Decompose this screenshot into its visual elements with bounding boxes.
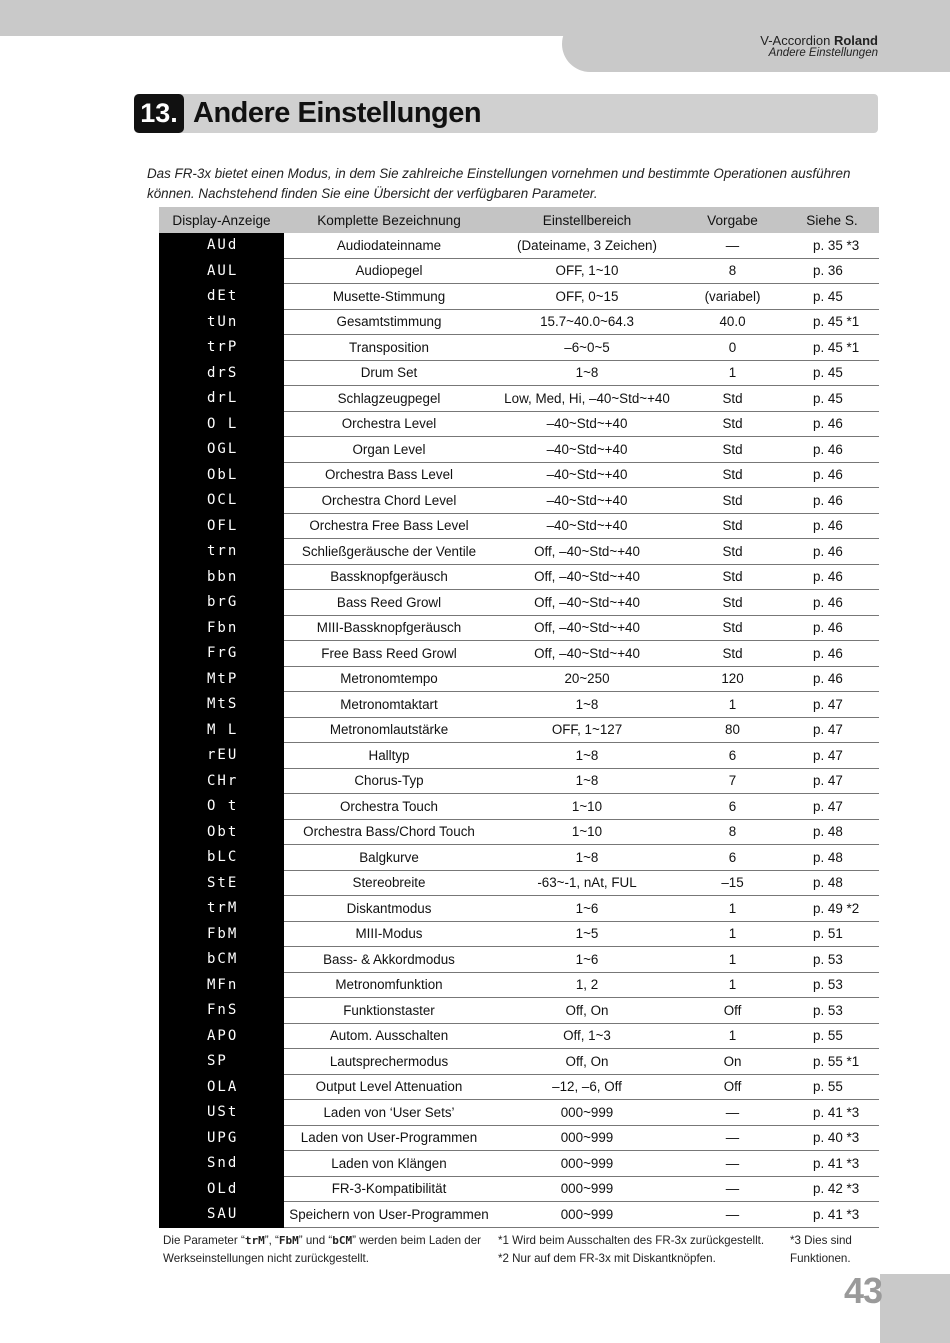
table-row [159, 972, 879, 998]
display-code-cell: OCL [159, 488, 284, 514]
table-row [159, 258, 879, 284]
page-reference-cell: p. 48 [785, 845, 879, 871]
parameter-name-cell: Speichern von User-Programmen [284, 1202, 494, 1228]
page-reference-cell: p. 47 [785, 717, 879, 743]
page-reference-cell: p. 35 *3 [785, 233, 879, 258]
brand-prefix: V-Accordion [760, 33, 834, 48]
default-value-cell: 0 [680, 335, 785, 361]
setting-range-cell: 1~8 [494, 692, 680, 718]
setting-range-cell: Off, –40~Std~+40 [494, 539, 680, 565]
table-row [159, 1151, 879, 1177]
parameter-name-cell: Organ Level [284, 437, 494, 463]
page-reference-cell: p. 55 [785, 1074, 879, 1100]
table-row [159, 590, 879, 616]
setting-range-cell: 1, 2 [494, 972, 680, 998]
footnote-reset-params [163, 1232, 493, 1268]
parameter-name-cell: Gesamtstimmung [284, 309, 494, 335]
default-value-cell: 8 [680, 258, 785, 284]
default-value-cell: Off [680, 998, 785, 1024]
table-row [159, 513, 879, 539]
page-reference-cell: p. 46 [785, 539, 879, 565]
footnote-text: ” werden beim Laden der Werkseinstellungen nicht zurückgestellt. [163, 1234, 482, 1265]
parameter-name-cell: Chorus-Typ [284, 768, 494, 794]
page-reference-cell: p. 53 [785, 947, 879, 973]
setting-range-cell: -63~-1, nAt, FUL [494, 870, 680, 896]
display-code-cell: bCM [159, 947, 284, 973]
footnote-1: *1 Wird beim Ausschalten des FR-3x zurückgestellt. [498, 1234, 765, 1247]
parameter-name-cell: Lautsprechermodus [284, 1049, 494, 1075]
default-value-cell: 1 [680, 972, 785, 998]
parameter-name-cell: Metronomtaktart [284, 692, 494, 718]
table-row [159, 233, 879, 258]
footnote-text: Die Parameter “ [163, 1234, 245, 1247]
parameter-name-cell: Orchestra Free Bass Level [284, 513, 494, 539]
setting-range-cell: Off, On [494, 1049, 680, 1075]
parameter-name-cell: Orchestra Level [284, 411, 494, 437]
parameter-name-cell: Orchestra Chord Level [284, 488, 494, 514]
setting-range-cell: 000~999 [494, 1125, 680, 1151]
parameter-name-cell: Orchestra Bass Level [284, 462, 494, 488]
parameter-name-cell: Musette-Stimmung [284, 284, 494, 310]
footnote-code-bcm: bCM [332, 1234, 353, 1247]
page-reference-cell: p. 46 [785, 513, 879, 539]
default-value-cell: –15 [680, 870, 785, 896]
page-reference-cell: p. 46 [785, 564, 879, 590]
default-value-cell: Std [680, 488, 785, 514]
display-code-cell: MFn [159, 972, 284, 998]
header-range: Einstellbereich [494, 207, 680, 233]
display-code-cell: APO [159, 1023, 284, 1049]
display-code-cell: rEU [159, 743, 284, 769]
setting-range-cell: (Dateiname, 3 Zeichen) [494, 233, 680, 258]
page-reference-cell: p. 48 [785, 819, 879, 845]
parameter-name-cell: Funktionstaster [284, 998, 494, 1024]
parameter-name-cell: Bassknopfgeräusch [284, 564, 494, 590]
footnote-code-trm: trM [244, 1234, 265, 1247]
parameter-name-cell: Drum Set [284, 360, 494, 386]
setting-range-cell: OFF, 1~127 [494, 717, 680, 743]
setting-range-cell: Off, 1~3 [494, 1023, 680, 1049]
table-row [159, 564, 879, 590]
setting-range-cell: 1~6 [494, 896, 680, 922]
display-code-cell: FrG [159, 641, 284, 667]
setting-range-cell: Off, On [494, 998, 680, 1024]
page-reference-cell: p. 41 *3 [785, 1151, 879, 1177]
header-tab [562, 16, 950, 72]
page-reference-cell: p. 46 [785, 488, 879, 514]
parameter-name-cell: Autom. Ausschalten [284, 1023, 494, 1049]
setting-range-cell: 1~10 [494, 819, 680, 845]
display-code-cell: OLd [159, 1176, 284, 1202]
setting-range-cell: 20~250 [494, 666, 680, 692]
default-value-cell: 1 [680, 896, 785, 922]
table-row [159, 641, 879, 667]
parameter-name-cell: Bass- & Akkordmodus [284, 947, 494, 973]
page-reference-cell: p. 45 *1 [785, 309, 879, 335]
setting-range-cell: –12, –6, Off [494, 1074, 680, 1100]
header-display: Display-Anzeige [159, 207, 284, 233]
page-reference-cell: p. 46 [785, 411, 879, 437]
default-value-cell: — [680, 1100, 785, 1126]
page-reference-cell: p. 46 [785, 666, 879, 692]
setting-range-cell: Off, –40~Std~+40 [494, 590, 680, 616]
setting-range-cell: Off, –40~Std~+40 [494, 564, 680, 590]
footnote-code-fbm: FbM [278, 1234, 299, 1247]
page-reference-cell: p. 47 [785, 794, 879, 820]
parameter-name-cell: Metronomlautstärke [284, 717, 494, 743]
default-value-cell: Std [680, 615, 785, 641]
display-code-cell: StE [159, 870, 284, 896]
page-reference-cell: p. 36 [785, 258, 879, 284]
default-value-cell: (variabel) [680, 284, 785, 310]
page-reference-cell: p. 47 [785, 692, 879, 718]
table-row [159, 896, 879, 922]
page-reference-cell: p. 47 [785, 743, 879, 769]
display-code-cell: O L [159, 411, 284, 437]
default-value-cell: Std [680, 386, 785, 412]
page-reference-cell: p. 55 [785, 1023, 879, 1049]
display-code-cell: ObL [159, 462, 284, 488]
page-reference-cell: p. 42 *3 [785, 1176, 879, 1202]
page-reference-cell: p. 47 [785, 768, 879, 794]
default-value-cell: Std [680, 462, 785, 488]
setting-range-cell: 000~999 [494, 1202, 680, 1228]
display-code-cell: UPG [159, 1125, 284, 1151]
display-code-cell: OFL [159, 513, 284, 539]
page-reference-cell: p. 46 [785, 462, 879, 488]
display-code-cell: Obt [159, 819, 284, 845]
table-row [159, 819, 879, 845]
table-row [159, 335, 879, 361]
parameter-name-cell: FR-3-Kompatibilität [284, 1176, 494, 1202]
chapter-title: Andere Einstellungen [193, 97, 482, 129]
table-row [159, 794, 879, 820]
parameter-name-cell: Schließgeräusche der Ventile [284, 539, 494, 565]
display-code-cell: USt [159, 1100, 284, 1126]
parameter-name-cell: Laden von ‘User Sets’ [284, 1100, 494, 1126]
parameter-name-cell: Schlagzeugpegel [284, 386, 494, 412]
table-row [159, 309, 879, 335]
table-row [159, 717, 879, 743]
table-row [159, 360, 879, 386]
table-row [159, 768, 879, 794]
default-value-cell: 7 [680, 768, 785, 794]
setting-range-cell: 15.7~40.0~64.3 [494, 309, 680, 335]
default-value-cell: 1 [680, 1023, 785, 1049]
page-reference-cell: p. 45 [785, 386, 879, 412]
default-value-cell: On [680, 1049, 785, 1075]
page-reference-cell: p. 53 [785, 998, 879, 1024]
page-reference-cell: p. 45 [785, 284, 879, 310]
table-row [159, 1202, 879, 1228]
table-row [159, 1049, 879, 1075]
setting-range-cell: –40~Std~+40 [494, 462, 680, 488]
table-row [159, 1100, 879, 1126]
default-value-cell: — [680, 1176, 785, 1202]
display-code-cell: OLA [159, 1074, 284, 1100]
display-code-cell: AUd [159, 233, 284, 258]
default-value-cell: Std [680, 411, 785, 437]
default-value-cell: 1 [680, 921, 785, 947]
setting-range-cell: –40~Std~+40 [494, 513, 680, 539]
display-code-cell: SAU [159, 1202, 284, 1228]
page-reference-cell: p. 46 [785, 590, 879, 616]
display-code-cell: drS [159, 360, 284, 386]
table-row [159, 411, 879, 437]
display-code-cell: trn [159, 539, 284, 565]
display-code-cell: bbn [159, 564, 284, 590]
display-code-cell: OGL [159, 437, 284, 463]
page-reference-cell: p. 46 [785, 615, 879, 641]
setting-range-cell: Off, –40~Std~+40 [494, 641, 680, 667]
brand-name: Roland [833, 33, 878, 48]
footnotes-middle [498, 1232, 786, 1268]
display-code-cell: Snd [159, 1151, 284, 1177]
parameter-name-cell: MIII-Modus [284, 921, 494, 947]
table-body [159, 233, 879, 1227]
parameter-name-cell: Orchestra Bass/Chord Touch [284, 819, 494, 845]
page-reference-cell: p. 45 [785, 360, 879, 386]
table-row [159, 870, 879, 896]
setting-range-cell: 1~8 [494, 845, 680, 871]
footnote-2: *2 Nur auf dem FR-3x mit Diskantknöpfen. [498, 1252, 716, 1265]
setting-range-cell: OFF, 1~10 [494, 258, 680, 284]
display-code-cell: O t [159, 794, 284, 820]
setting-range-cell: 000~999 [494, 1151, 680, 1177]
default-value-cell: 6 [680, 743, 785, 769]
table-row [159, 615, 879, 641]
parameter-name-cell: Free Bass Reed Growl [284, 641, 494, 667]
table-row [159, 386, 879, 412]
setting-range-cell: –40~Std~+40 [494, 488, 680, 514]
default-value-cell: 40.0 [680, 309, 785, 335]
default-value-cell: Std [680, 539, 785, 565]
default-value-cell: 6 [680, 845, 785, 871]
default-value-cell: Std [680, 641, 785, 667]
display-code-cell: brG [159, 590, 284, 616]
header-name: Komplette Bezeichnung [284, 207, 494, 233]
parameter-name-cell: Balgkurve [284, 845, 494, 871]
display-code-cell: trM [159, 896, 284, 922]
default-value-cell: 1 [680, 360, 785, 386]
page-reference-cell: p. 40 *3 [785, 1125, 879, 1151]
parameter-name-cell: Audiopegel [284, 258, 494, 284]
table-header-row [159, 207, 879, 233]
default-value-cell: 80 [680, 717, 785, 743]
table-row [159, 488, 879, 514]
default-value-cell: — [680, 1202, 785, 1228]
default-value-cell: 1 [680, 692, 785, 718]
setting-range-cell: 1~5 [494, 921, 680, 947]
chapter-number: 13. [134, 94, 184, 133]
parameter-name-cell: Metronomtempo [284, 666, 494, 692]
display-code-cell: Fbn [159, 615, 284, 641]
footnote-text: ” und “ [298, 1234, 333, 1247]
display-code-cell: drL [159, 386, 284, 412]
table-row [159, 1176, 879, 1202]
parameter-name-cell: Audiodateinname [284, 233, 494, 258]
setting-range-cell: 1~8 [494, 743, 680, 769]
default-value-cell: 120 [680, 666, 785, 692]
display-code-cell: trP [159, 335, 284, 361]
default-value-cell: Std [680, 590, 785, 616]
display-code-cell: FbM [159, 921, 284, 947]
page-reference-cell: p. 48 [785, 870, 879, 896]
default-value-cell: Std [680, 564, 785, 590]
table-row [159, 437, 879, 463]
default-value-cell: Off [680, 1074, 785, 1100]
page-reference-cell: p. 46 [785, 437, 879, 463]
parameter-name-cell: Orchestra Touch [284, 794, 494, 820]
display-code-cell: bLC [159, 845, 284, 871]
setting-range-cell: –40~Std~+40 [494, 437, 680, 463]
display-code-cell: CHr [159, 768, 284, 794]
setting-range-cell: 1~8 [494, 768, 680, 794]
table-row [159, 998, 879, 1024]
display-code-cell: SP [159, 1049, 284, 1075]
header-default: Vorgabe [680, 207, 785, 233]
table-row [159, 1023, 879, 1049]
default-value-cell: 1 [680, 947, 785, 973]
default-value-cell: — [680, 233, 785, 258]
default-value-cell: Std [680, 513, 785, 539]
parameter-name-cell: MIII-Bassknopfgeräusch [284, 615, 494, 641]
table-row [159, 1074, 879, 1100]
header-page: Siehe S. [785, 207, 879, 233]
setting-range-cell: 000~999 [494, 1176, 680, 1202]
default-value-cell: 8 [680, 819, 785, 845]
header-section: Andere Einstellungen [768, 47, 878, 59]
page-number: 43 [844, 1270, 883, 1311]
table-row [159, 666, 879, 692]
page-reference-cell: p. 41 *3 [785, 1100, 879, 1126]
page-reference-cell: p. 49 *2 [785, 896, 879, 922]
setting-range-cell: OFF, 0~15 [494, 284, 680, 310]
default-value-cell: — [680, 1125, 785, 1151]
default-value-cell: Std [680, 437, 785, 463]
parameter-name-cell: Transposition [284, 335, 494, 361]
display-code-cell: dEt [159, 284, 284, 310]
default-value-cell: — [680, 1151, 785, 1177]
page-reference-cell: p. 45 *1 [785, 335, 879, 361]
display-code-cell: M L [159, 717, 284, 743]
setting-range-cell: –6~0~5 [494, 335, 680, 361]
display-code-cell: tUn [159, 309, 284, 335]
default-value-cell: 6 [680, 794, 785, 820]
setting-range-cell: 1~6 [494, 947, 680, 973]
setting-range-cell: 1~10 [494, 794, 680, 820]
setting-range-cell: Low, Med, Hi, –40~Std~+40 [494, 386, 680, 412]
parameter-name-cell: Output Level Attenuation [284, 1074, 494, 1100]
parameter-name-cell: Laden von User-Programmen [284, 1125, 494, 1151]
setting-range-cell: –40~Std~+40 [494, 411, 680, 437]
parameter-name-cell: Laden von Klängen [284, 1151, 494, 1177]
page-reference-cell: p. 51 [785, 921, 879, 947]
display-code-cell: AUL [159, 258, 284, 284]
footnote-3: *3 Dies sind Funktionen. [790, 1234, 852, 1265]
parameter-name-cell: Halltyp [284, 743, 494, 769]
parameter-name-cell: Bass Reed Growl [284, 590, 494, 616]
setting-range-cell: 000~999 [494, 1100, 680, 1126]
parameter-name-cell: Diskantmodus [284, 896, 494, 922]
table-row [159, 921, 879, 947]
parameter-table [159, 207, 879, 1228]
parameter-name-cell: Metronomfunktion [284, 972, 494, 998]
table-row [159, 947, 879, 973]
table-row [159, 539, 879, 565]
display-code-cell: FnS [159, 998, 284, 1024]
header-brand [760, 33, 878, 48]
intro-paragraph: Das FR-3x bietet einen Modus, in dem Sie zahlreiche Einstellungen vornehmen und bestimmte Operationen ausführen können. Nachstehend finden Sie eine Übersicht der verfügbaren Parameter. [147, 166, 851, 201]
table-row [159, 845, 879, 871]
display-code-cell: MtP [159, 666, 284, 692]
setting-range-cell: 1~8 [494, 360, 680, 386]
display-code-cell: MtS [159, 692, 284, 718]
table-row [159, 743, 879, 769]
table-row [159, 462, 879, 488]
table-row [159, 692, 879, 718]
page-reference-cell: p. 46 [785, 641, 879, 667]
table-row [159, 1125, 879, 1151]
page-reference-cell: p. 53 [785, 972, 879, 998]
page-reference-cell: p. 41 *3 [785, 1202, 879, 1228]
table-row [159, 284, 879, 310]
footnote-text: ”, “ [264, 1234, 279, 1247]
page-reference-cell: p. 55 *1 [785, 1049, 879, 1075]
setting-range-cell: Off, –40~Std~+40 [494, 615, 680, 641]
parameter-name-cell: Stereobreite [284, 870, 494, 896]
